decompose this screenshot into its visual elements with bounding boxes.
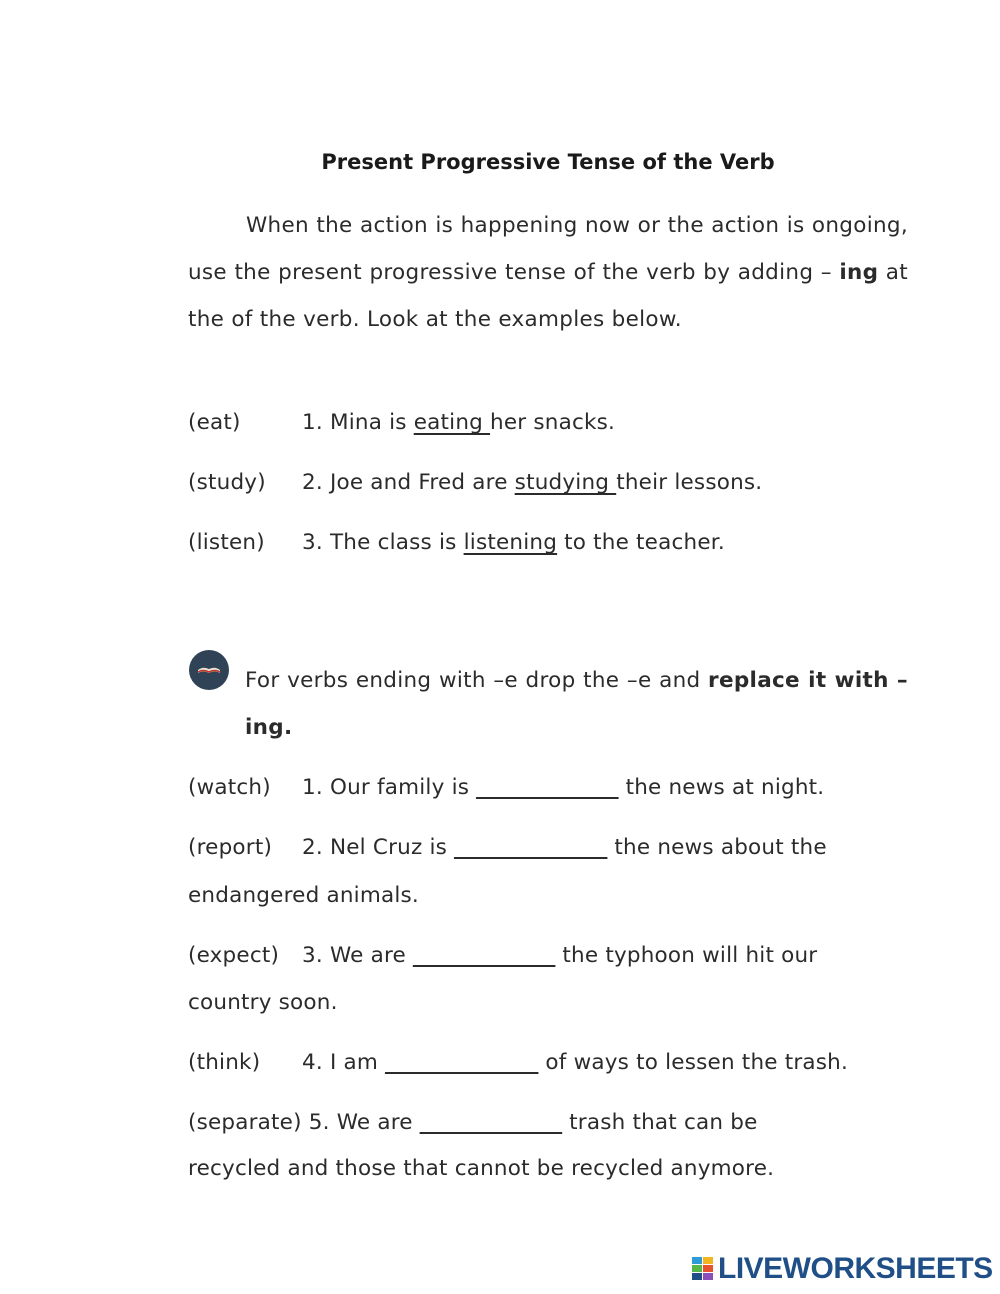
exercise-2: [188, 835, 827, 860]
example-text: 2. Joe and Fred are: [302, 470, 515, 495]
brand-name: LIVEWORKSHEETS: [718, 1252, 993, 1285]
intro-bold-ing: ing: [839, 260, 879, 285]
exercise-3: [188, 943, 817, 968]
example-2: [188, 470, 762, 495]
exercise-verb: (think): [188, 1050, 261, 1075]
intro-text-1: When the action is happening now or the action is ongoing, use the present progressive tense of the verb by adding –: [188, 213, 908, 285]
exercise-3-continued: country soon.: [188, 990, 338, 1015]
example-3: [188, 530, 725, 555]
exercise-text: the news about the: [607, 835, 827, 860]
exercise-text: trash that can be: [562, 1110, 758, 1135]
answer-blank[interactable]: _____________: [413, 943, 556, 968]
example-text: her snacks.: [490, 410, 616, 435]
example-text: 3. The class is: [302, 530, 464, 555]
exercise-text: the news at night.: [618, 775, 825, 800]
intro-text-2: at the of the verb. Look at the examples below.: [188, 260, 908, 332]
exercise-verb: (watch): [188, 775, 271, 800]
liveworksheets-logo-icon: [692, 1256, 714, 1282]
exercise-text: 3. We are: [302, 943, 414, 968]
exercise-4: [188, 1050, 848, 1075]
answer-blank[interactable]: ______________: [385, 1050, 539, 1075]
example-verb: (study): [188, 470, 266, 495]
exercise-5: [188, 1110, 758, 1135]
answer-blank[interactable]: ______________: [454, 835, 608, 860]
example-text: to the teacher.: [557, 530, 725, 555]
exercise-5-continued: recycled and those that cannot be recycled anymore.: [188, 1156, 775, 1181]
exercise-1: [188, 775, 824, 800]
exercise-verb: (expect): [188, 943, 280, 968]
example-answer: studying: [514, 470, 617, 495]
intro-paragraph: [188, 202, 908, 343]
answer-blank[interactable]: _____________: [476, 775, 619, 800]
exercise-text: 5. We are: [308, 1110, 420, 1135]
answer-blank[interactable]: _____________: [419, 1110, 563, 1135]
exercise-verb: (separate): [188, 1110, 302, 1135]
worksheet-title: Present Progressive Tense of the Verb: [321, 150, 775, 174]
exercise-2-continued: endangered animals.: [188, 883, 419, 908]
example-answer: eating: [413, 410, 491, 435]
tip-plain: For verbs ending with –e drop the –e and: [245, 668, 709, 693]
exercise-text: 4. I am: [302, 1050, 386, 1075]
example-text: their lessons.: [616, 470, 763, 495]
example-1: [188, 410, 615, 435]
liveworksheets-brand: [692, 1252, 993, 1286]
exercise-text: the typhoon will hit our: [555, 943, 818, 968]
example-verb: (listen): [188, 530, 265, 555]
example-answer: listening: [463, 530, 558, 555]
book-icon: [189, 650, 229, 690]
exercise-verb: (report): [188, 835, 273, 860]
exercise-text: 2. Nel Cruz is: [302, 835, 455, 860]
exercise-text: of ways to lessen the trash.: [538, 1050, 849, 1075]
tip-bold: replace it with – ing.: [245, 668, 908, 740]
example-text: 1. Mina is: [302, 410, 414, 435]
exercise-text: 1. Our family is: [302, 775, 477, 800]
tip-text: [245, 657, 908, 751]
example-verb: (eat): [188, 410, 241, 435]
